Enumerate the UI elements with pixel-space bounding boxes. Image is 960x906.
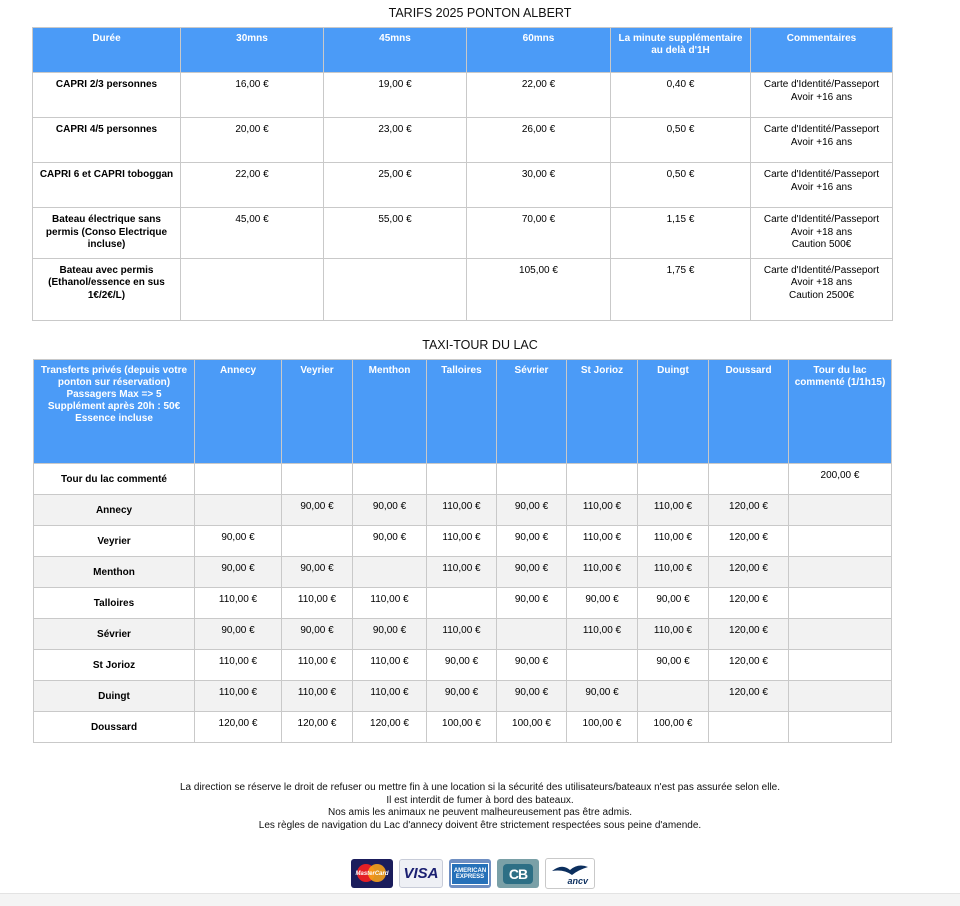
price-cell: [353, 464, 427, 495]
price-60: 26,00 €: [467, 118, 611, 163]
price-cell: [567, 464, 638, 495]
price-cell: 90,00 €: [195, 619, 282, 650]
row-label: St Jorioz: [34, 650, 195, 681]
cb-text: CB: [503, 864, 533, 884]
row-label: Veyrier: [34, 526, 195, 557]
price-cell: 90,00 €: [497, 588, 567, 619]
price-cell: 90,00 €: [195, 526, 282, 557]
price-cell: 90,00 €: [497, 526, 567, 557]
row-label: Bateau avec permis (Ethanol/essence en sus 1€/2€/L): [33, 258, 181, 320]
comment-line: Avoir +16 ans: [790, 136, 853, 148]
price-cell: 90,00 €: [497, 681, 567, 712]
header-extra-minute: La minute supplémentaire au delà d'1H: [611, 28, 751, 73]
taxi-title: TAXI-TOUR DU LAC: [422, 338, 538, 352]
row-label: Sévrier: [34, 619, 195, 650]
table-row: [33, 208, 893, 259]
table-row: [34, 557, 892, 588]
price-cell: 110,00 €: [567, 526, 638, 557]
price-cell: 90,00 €: [282, 495, 353, 526]
footer-line: Nos amis les animaux ne peuvent malheureusement pas être admis.: [327, 807, 633, 818]
price-extra: 0,50 €: [611, 163, 751, 208]
header-destination: Menthon: [353, 360, 427, 464]
price-extra: 1,75 €: [611, 258, 751, 320]
header-transfers-line: Essence incluse: [75, 413, 153, 424]
price-cell: [789, 557, 892, 588]
price-cell: [789, 495, 892, 526]
price-cell: 90,00 €: [353, 495, 427, 526]
price-cell: 100,00 €: [567, 712, 638, 743]
row-label: Annecy: [34, 495, 195, 526]
price-cell: [497, 619, 567, 650]
price-cell: 90,00 €: [282, 557, 353, 588]
price-cell: 120,00 €: [709, 526, 789, 557]
price-60: 105,00 €: [467, 258, 611, 320]
header-destination: Doussard: [709, 360, 789, 464]
footer-line: Il est interdit de fumer à bord des bateaux.: [386, 794, 574, 806]
comment-line: Avoir +18 ans: [790, 226, 853, 238]
price-cell: [567, 650, 638, 681]
price-cell: [282, 464, 353, 495]
price-cell: 100,00 €: [427, 712, 497, 743]
price-cell: 110,00 €: [638, 619, 709, 650]
price-extra: 0,50 €: [611, 118, 751, 163]
price-30: [181, 258, 324, 320]
price-cell: 90,00 €: [567, 681, 638, 712]
price-cell: 110,00 €: [282, 681, 353, 712]
comment-line: Caution 500€: [791, 239, 852, 250]
header-transfers-line: Supplément après 20h : 50€: [47, 401, 181, 412]
ancv-logo: [545, 858, 595, 889]
price-cell: 110,00 €: [427, 557, 497, 588]
price-cell: [427, 588, 497, 619]
price-cell: 90,00 €: [353, 619, 427, 650]
price-cell: [427, 464, 497, 495]
price-cell: 110,00 €: [638, 526, 709, 557]
price-45: 19,00 €: [324, 73, 467, 118]
price-30: 45,00 €: [181, 208, 324, 259]
amex-text: EXPRESS: [455, 873, 485, 880]
table-row: [33, 163, 893, 208]
table-row: [34, 650, 892, 681]
comment-cell: [751, 208, 893, 259]
comment-line: Carte d'Identité/Passeport: [763, 264, 880, 276]
price-cell: 90,00 €: [497, 650, 567, 681]
header-comments: Commentaires: [751, 28, 893, 73]
comment-cell: [751, 118, 893, 163]
table-row: [34, 464, 892, 495]
row-label: Doussard: [34, 712, 195, 743]
price-cell: 110,00 €: [282, 588, 353, 619]
comment-line: Carte d'Identité/Passeport: [763, 79, 880, 90]
mastercard-text: MasterCard: [355, 870, 389, 877]
price-cell: 90,00 €: [638, 588, 709, 619]
header-transfers: [34, 360, 195, 464]
price-cell: 110,00 €: [427, 526, 497, 557]
header-transfers-line: Transferts privés (depuis votre ponton sur réservation): [40, 365, 188, 388]
price-cell: 90,00 €: [638, 650, 709, 681]
price-cell: 120,00 €: [709, 495, 789, 526]
comment-line: Carte d'Identité/Passeport: [763, 169, 880, 180]
price-60: 70,00 €: [467, 208, 611, 259]
price-cell: 90,00 €: [497, 557, 567, 588]
row-label: CAPRI 6 et CAPRI toboggan: [33, 163, 181, 208]
price-cell: [353, 557, 427, 588]
price-cell: 90,00 €: [497, 495, 567, 526]
payment-logos: [351, 858, 595, 889]
price-30: 16,00 €: [181, 73, 324, 118]
price-cell: 120,00 €: [709, 557, 789, 588]
price-cell: 120,00 €: [282, 712, 353, 743]
header-30mns: 30mns: [181, 28, 324, 73]
price-cell: [638, 464, 709, 495]
price-cell: [789, 588, 892, 619]
comment-line: Carte d'Identité/Passeport: [763, 124, 880, 135]
header-destination: St Jorioz: [567, 360, 638, 464]
row-label: Menthon: [34, 557, 195, 588]
comment-line: Avoir +16 ans: [790, 91, 853, 103]
row-label: Tour du lac commenté: [34, 464, 195, 495]
header-destination: Duingt: [638, 360, 709, 464]
footer-line: Les règles de navigation du Lac d'annecy doivent être strictement respectées sous peine d'amende.: [258, 819, 702, 831]
table-row: [33, 258, 893, 320]
amex-text: AMERICAN: [453, 867, 487, 874]
price-cell: [195, 495, 282, 526]
row-label: Bateau électrique sans permis (Conso Electrique incluse): [33, 208, 181, 259]
price-cell: 90,00 €: [353, 526, 427, 557]
price-cell: 110,00 €: [195, 650, 282, 681]
price-60: 22,00 €: [467, 73, 611, 118]
price-45: [324, 258, 467, 320]
price-cell: 120,00 €: [709, 588, 789, 619]
price-cell: 110,00 €: [195, 588, 282, 619]
comment-line: Caution 2500€: [788, 289, 855, 301]
comment-line: Carte d'Identité/Passeport: [763, 214, 880, 225]
price-cell: 120,00 €: [353, 712, 427, 743]
tarifs-table: [32, 27, 893, 321]
page-bottom-bar: [0, 893, 960, 906]
price-60: 30,00 €: [467, 163, 611, 208]
comment-line: Avoir +18 ans: [790, 277, 853, 288]
price-cell: 120,00 €: [709, 619, 789, 650]
ancv-text: ancv: [567, 876, 588, 886]
price-cell: 100,00 €: [638, 712, 709, 743]
price-cell: [195, 464, 282, 495]
price-extra: 0,40 €: [611, 73, 751, 118]
comment-cell: [751, 258, 893, 320]
mastercard-logo: [351, 859, 393, 888]
price-45: 55,00 €: [324, 208, 467, 259]
price-cell: 120,00 €: [709, 681, 789, 712]
price-extra: 1,15 €: [611, 208, 751, 259]
footer-line: La direction se réserve le droit de refuser ou mettre fin à une location si la sécurité des utilisateurs/bateaux n'est pas assurée selon elle.: [179, 782, 780, 793]
price-cell: [709, 712, 789, 743]
price-cell: 100,00 €: [497, 712, 567, 743]
row-label: Talloires: [34, 588, 195, 619]
comment-line: Avoir +16 ans: [790, 181, 853, 193]
taxi-table: [33, 359, 892, 743]
price-cell: 110,00 €: [638, 557, 709, 588]
header-transfers-line: Passagers Max => 5: [66, 389, 162, 400]
table-row: [34, 526, 892, 557]
visa-logo: VISA: [399, 859, 443, 888]
price-cell: [497, 464, 567, 495]
price-cell: [789, 526, 892, 557]
price-cell: 110,00 €: [353, 588, 427, 619]
header-destination: Sévrier: [497, 360, 567, 464]
price-30: 22,00 €: [181, 163, 324, 208]
row-label: CAPRI 4/5 personnes: [33, 118, 181, 163]
tarifs-title: TARIFS 2025 PONTON ALBERT: [388, 6, 572, 20]
row-label: Duingt: [34, 681, 195, 712]
price-cell: [789, 681, 892, 712]
price-cell: 110,00 €: [353, 650, 427, 681]
price-45: 23,00 €: [324, 118, 467, 163]
price-cell: 200,00 €: [789, 464, 892, 495]
tarifs-header-row: [33, 28, 893, 73]
amex-logo: [449, 859, 491, 888]
table-row: [34, 681, 892, 712]
price-cell: 90,00 €: [427, 681, 497, 712]
price-45: 25,00 €: [324, 163, 467, 208]
header-60mns: 60mns: [467, 28, 611, 73]
table-row: [33, 73, 893, 118]
price-cell: 90,00 €: [282, 619, 353, 650]
price-cell: [282, 526, 353, 557]
comment-cell: [751, 73, 893, 118]
price-cell: 110,00 €: [353, 681, 427, 712]
cb-logo: [497, 859, 539, 888]
price-cell: 90,00 €: [567, 588, 638, 619]
table-row: [34, 588, 892, 619]
price-cell: 110,00 €: [282, 650, 353, 681]
price-cell: [789, 619, 892, 650]
price-cell: 110,00 €: [567, 495, 638, 526]
price-cell: 110,00 €: [638, 495, 709, 526]
header-destination: Annecy: [195, 360, 282, 464]
price-30: 20,00 €: [181, 118, 324, 163]
header-tour: Tour du lac commenté (1/1h15): [789, 360, 892, 464]
comment-cell: [751, 163, 893, 208]
price-cell: 110,00 €: [427, 495, 497, 526]
footer-notice: [0, 782, 960, 832]
row-label: CAPRI 2/3 personnes: [33, 73, 181, 118]
price-cell: [638, 681, 709, 712]
price-cell: 110,00 €: [427, 619, 497, 650]
header-duree: Durée: [33, 28, 181, 73]
table-row: [34, 619, 892, 650]
header-destination: Talloires: [427, 360, 497, 464]
table-row: [34, 712, 892, 743]
price-cell: 110,00 €: [567, 557, 638, 588]
price-cell: 120,00 €: [709, 650, 789, 681]
price-cell: 120,00 €: [195, 712, 282, 743]
header-destination: Veyrier: [282, 360, 353, 464]
price-cell: 90,00 €: [195, 557, 282, 588]
header-45mns: 45mns: [324, 28, 467, 73]
table-row: [33, 118, 893, 163]
taxi-header-row: [34, 360, 892, 464]
price-cell: [709, 464, 789, 495]
price-cell: 90,00 €: [427, 650, 497, 681]
price-cell: 110,00 €: [195, 681, 282, 712]
price-cell: [789, 712, 892, 743]
price-cell: 110,00 €: [567, 619, 638, 650]
price-cell: [789, 650, 892, 681]
table-row: [34, 495, 892, 526]
